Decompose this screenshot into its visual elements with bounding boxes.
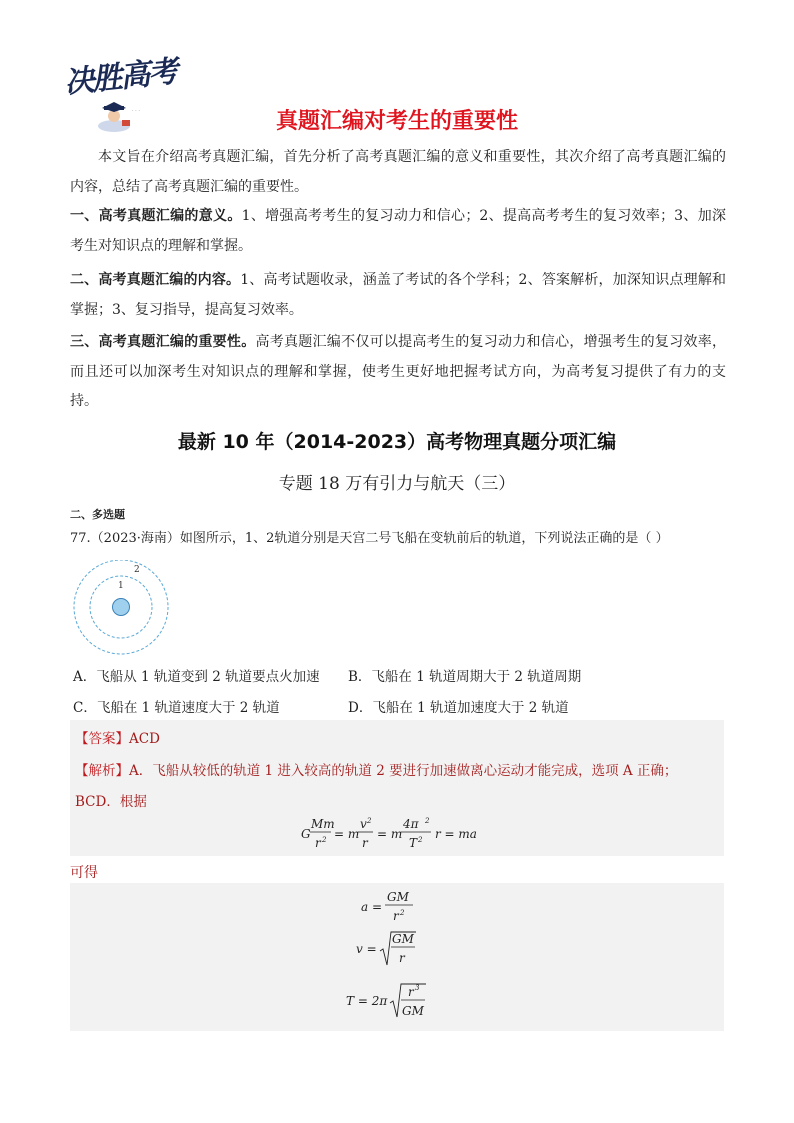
frac-den: r (362, 836, 368, 850)
sup: 2 (425, 817, 430, 825)
option-d[interactable]: D．飞船在 1 轨道加速度大于 2 轨道 (348, 700, 569, 716)
answer-label: 【答案】 (75, 731, 129, 747)
eq: = m (334, 827, 360, 841)
sup: 2 (367, 817, 372, 825)
sup: 2 (400, 909, 405, 917)
section-heading: 一、高考真题汇编的意义。 (70, 208, 242, 224)
sup: 2 (418, 836, 423, 844)
main-title: 最新 10 年（2014-2023）高考物理真题分项汇编 (177, 431, 617, 453)
frac-num: r (408, 985, 414, 999)
formula-period-svg (342, 979, 452, 1023)
tail: r = ma (435, 827, 477, 841)
formula-gravity-svg (297, 814, 497, 854)
section-label: 二、多选题 (70, 508, 125, 521)
lhs: a = (361, 900, 383, 914)
formula-velocity (70, 927, 724, 975)
sup: 3 (415, 984, 420, 992)
section-meaning (70, 202, 726, 261)
option-b[interactable]: B．飞船在 1 轨道周期大于 2 轨道周期 (348, 669, 582, 685)
formula-acceleration (70, 887, 724, 931)
section-body: 高考真题汇编不仅可以提高考生的复习动力和信心，增强考生的复习效率，而且还可以加深考生对知识点的理解和掌握，使考生更好地把握考试方向，为高考复习提供了有力的支持。 (70, 334, 727, 409)
formula-acceleration-svg (357, 887, 437, 927)
formula-period (70, 979, 724, 1027)
option-a[interactable]: A．飞船从 1 轨道变到 2 轨道要点火加速 (73, 669, 320, 685)
sub-title: 专题 18 万有引力与航天（三） (278, 474, 516, 494)
frac-den: r (393, 909, 399, 923)
section-content (70, 266, 726, 325)
page-title: 真题汇编对考生的重要性 (275, 109, 518, 134)
frac-num: v (360, 817, 367, 831)
orbit-label-1: 1 (118, 581, 124, 591)
svg-text:· · ·: · · · (132, 108, 140, 114)
logo-text: 决胜高考 (62, 54, 178, 101)
frac-den: r (399, 951, 405, 965)
frac-den: GM (402, 1004, 424, 1018)
analysis-row (75, 759, 677, 779)
lhs: T = 2π (346, 994, 388, 1008)
frac-den: T (409, 836, 418, 850)
eq: = m (377, 827, 403, 841)
section-heading: 二、高考真题汇编的内容。 (70, 272, 241, 288)
frac-num: GM (392, 932, 414, 946)
formula-velocity-svg (352, 927, 442, 971)
frac-num: GM (387, 890, 409, 904)
section-importance (70, 328, 726, 417)
frac-den: r (315, 836, 321, 850)
analysis-label: 【解析】 (75, 763, 129, 779)
kede-label: 可得 (70, 865, 98, 881)
symbol-g: G (301, 827, 311, 841)
question-stem: 77.（2023·海南）如图所示，1、2轨道分别是天宫二号飞船在变轨前后的轨道，下列说法正确的是（ ） (70, 531, 669, 546)
analysis-text: A．飞船从较低的轨道 1 进入较高的轨道 2 要进行加速做离心运动才能完成，选项 A 正确； (129, 763, 678, 779)
sup: 2 (322, 836, 327, 844)
section-body: 1、高考试题收录，涵盖了考试的各个学科；2、答案解析，加深知识点理解和掌握；3、复习指导，提高复习效率。 (70, 272, 727, 318)
planet (113, 599, 130, 616)
orbit-label-2: 2 (134, 565, 140, 575)
orbit-diagram (70, 560, 174, 656)
section-heading: 三、高考真题汇编的重要性。 (70, 334, 256, 350)
frac-num: 4π (403, 817, 419, 831)
lhs: v = (356, 942, 377, 956)
formula-gravity (70, 814, 724, 858)
answer-row (75, 727, 160, 747)
option-c[interactable]: C．飞船在 1 轨道速度大于 2 轨道 (73, 700, 280, 716)
section-body: 1、增强高考考生的复习动力和信心；2、提高高考考生的复习效率；3、加深考生对知识点的理解和掌握。 (70, 208, 726, 254)
frac-num: Mm (311, 817, 335, 831)
analysis-bcd: BCD．根据 (75, 794, 147, 810)
intro-paragraph: 本文旨在介绍高考真题汇编，首先分析了高考真题汇编的意义和重要性，其次介绍了高考真题汇编的内容，总结了高考真题汇编的重要性。 (70, 149, 726, 195)
answer-value: ACD (129, 731, 160, 747)
